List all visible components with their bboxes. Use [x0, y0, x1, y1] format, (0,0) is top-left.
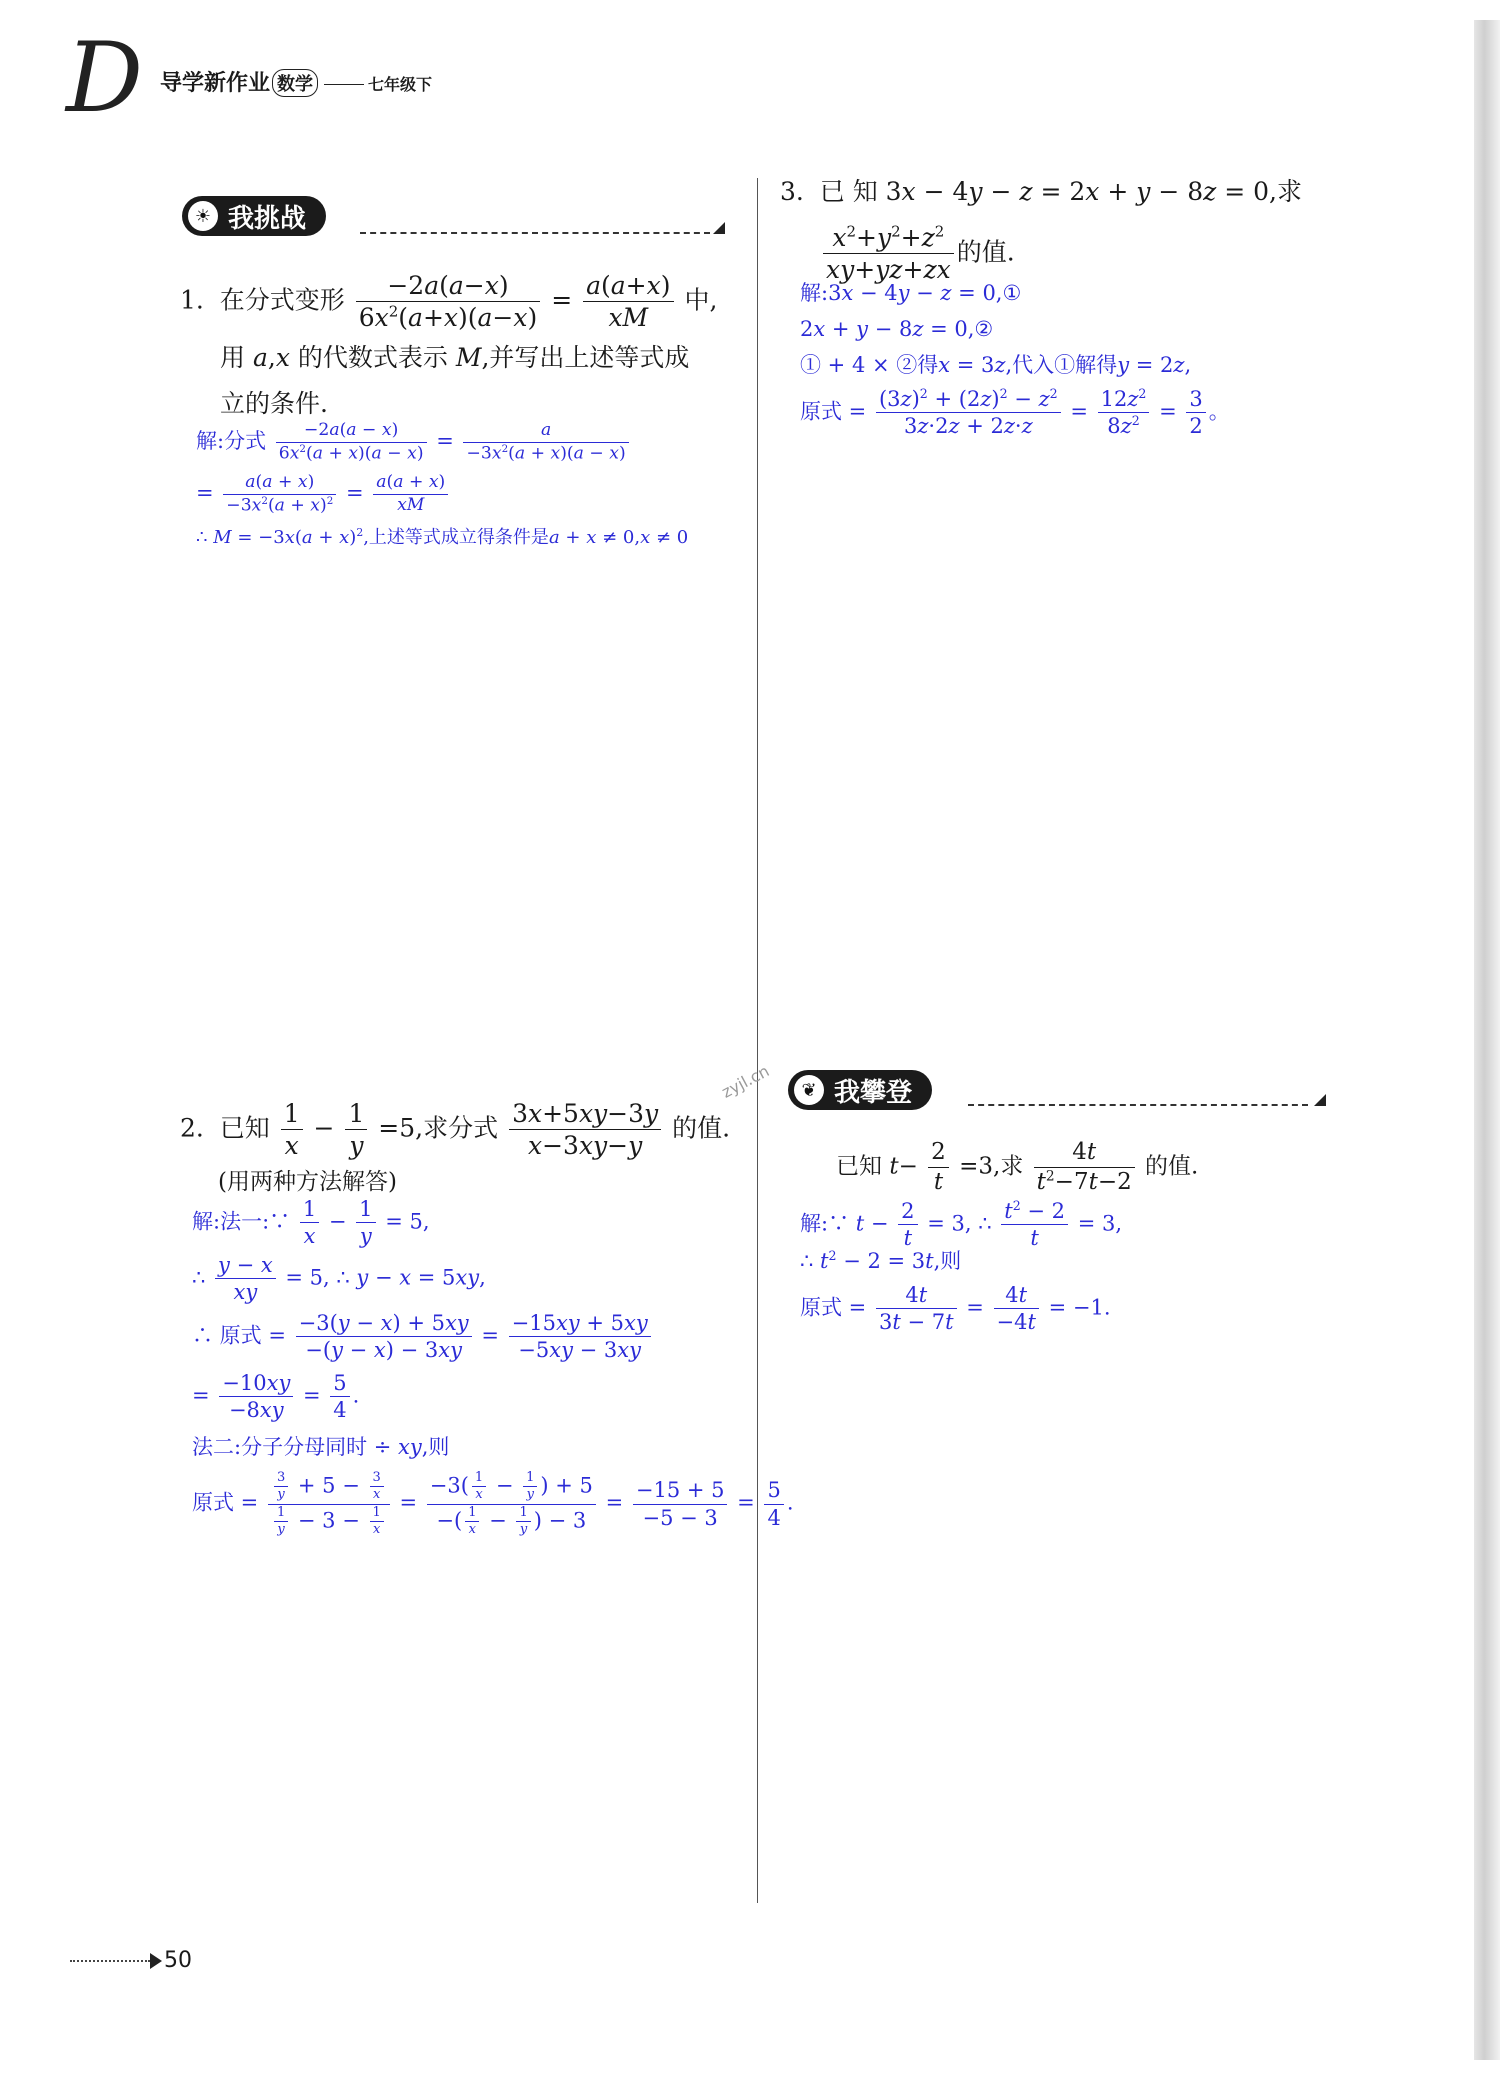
problem-2-answer-1: 解:法一:∵ $\frac{1}{x}$ − $\frac{1}{y}$ = 5,	[192, 1197, 430, 1249]
problem-2-line-1: 2. 已知 $\frac{1}{x}$ − $\frac{1}{y}$ =5,求分式 $\frac{3x+5xy-3y}{x-3xy-y}$ 的值.	[180, 1099, 731, 1161]
problem-4-answer-2: ∴ $t^2 - 2 = 3t$,则	[800, 1248, 962, 1273]
problem-2-answer-5: 法二:分子分母同时 ÷ xy,则	[192, 1435, 450, 1459]
logo-letter: D	[66, 22, 143, 134]
subject-badge: 数学	[272, 69, 318, 97]
problem-1-line-3: 立的条件.	[220, 389, 328, 418]
challenge-banner	[182, 196, 326, 236]
problem-3-line-2: $\frac{x^2+y^2+z^2}{xy+yz+zx}$ 的值.	[820, 222, 1015, 286]
problem-2-answer-3: ∴ 原式 = $\frac{-3(y - x) + 5xy}{-(y - x) - 3xy}$ = $\frac{-15xy + 5xy}{-5xy - 3xy}$	[192, 1310, 654, 1364]
problem-4-answer-1: 解:∵ t − $\frac{2}{t}$ = 3, ∴ $\frac{t^2 - 2}{t}$ = 3,	[800, 1198, 1123, 1251]
banner-dashed-line	[360, 232, 710, 234]
lightbulb-icon: ☀	[188, 201, 218, 231]
book-header	[160, 66, 432, 97]
problem-1-line-2: 用 a,x 的代数式表示 M,并写出上述等式成	[220, 343, 690, 372]
page-number-text: 50	[164, 1948, 192, 1973]
sprout-icon: ❦	[794, 1075, 824, 1105]
problem-4-answer-3: 原式 = $\frac{4t}{3t - 7t}$ = $\frac{4t}{-4t}$ = −1.	[800, 1283, 1111, 1335]
climb-title: 我攀登	[834, 1077, 913, 1108]
banner-corner-mark-2	[1314, 1094, 1326, 1106]
watermark: zyjl.cn	[718, 1061, 773, 1102]
problem-2-answer-2: ∴ $\frac{y - x}{xy}$ = 5, ∴ y − x = 5xy,	[192, 1253, 486, 1305]
banner-corner-mark	[713, 222, 725, 234]
book-title: 导学新作业	[160, 71, 271, 96]
page-number	[70, 1948, 192, 1973]
problem-2-answer-6: 原式 = $\frac{3}{y}$ + 5 − $\frac{3}{x}$ $\frac{1}{y}$ − 3 − $\frac{1}{x}$ = −3( $\frac{1}{x}$ − $\frac{1}{y}$ ) + 5 −( $\frac{1}{x}$ − $\frac{1}{y}$ ) − 3 = $\frac{-15 + 5}{-5 - 3}$ = $\frac{5}{4}$ .	[192, 1470, 794, 1537]
problem-3-answer-1: 解:3x − 4y − z = 0,①	[800, 281, 1022, 305]
problem-2-line-2: (用两种方法解答)	[218, 1169, 397, 1195]
problem-3-line-1: 3. 已 知 3x − 4y − z = 2x + y − 8z = 0,求	[780, 177, 1302, 206]
problem-1-answer-2: = $\frac{a(a + x)}{-3x^2(a + x)^2}$ = $\frac{a(a + x)}{xM}$	[196, 472, 451, 517]
page-edge-shadow	[1474, 20, 1500, 2060]
climb-banner	[788, 1070, 932, 1110]
problem-1-answer-3: ∴ $M = -3x(a + x)^2$,上述等式成立得条件是a + x ≠ 0,x ≠ 0	[196, 526, 689, 548]
problem-2-answer-4: = $\frac{-10xy}{-8xy}$ = $\frac{5}{4}$ .	[192, 1371, 360, 1423]
problem-3-answer-4: 原式 = $\frac{(3z)^2 + (2z)^2 - z^2}{3z\cdot 2z + 2z\cdot z}$ = $\frac{12z^2}{8z^2}$ = $\frac{3}{2}$ 。	[800, 386, 1230, 439]
page-number-dots	[70, 1960, 150, 1962]
arrow-right-icon	[150, 1953, 162, 1969]
header-dash	[324, 84, 364, 85]
column-divider	[757, 178, 758, 1903]
banner-dashed-line-2	[968, 1104, 1308, 1106]
problem-3-answer-3: ① + 4 × ②得x = 3z,代入①解得y = 2z,	[800, 353, 1192, 377]
problem-1-line-1: 1. 在分式变形 $\frac{-2a(a-x)}{6x^2(a+x)(a-x)}$ = $\frac{a(a+x)}{xM}$ 中,	[180, 271, 718, 333]
problem-1-answer-1: 解:分式 $\frac{-2a(a - x)}{6x^2(a + x)(a - x)}$ = $\frac{a}{-3x^2(a + x)(a - x)}$	[196, 420, 632, 465]
problem-3-answer-2: 2x + y − 8z = 0,②	[800, 317, 994, 341]
problem-4-line-1: 已知 t− $\frac{2}{t}$ =3,求 $\frac{4t}{t^2-7t-2}$ 的值.	[836, 1139, 1199, 1195]
grade-label: 七年级下	[368, 75, 433, 94]
challenge-title: 我挑战	[228, 203, 307, 234]
